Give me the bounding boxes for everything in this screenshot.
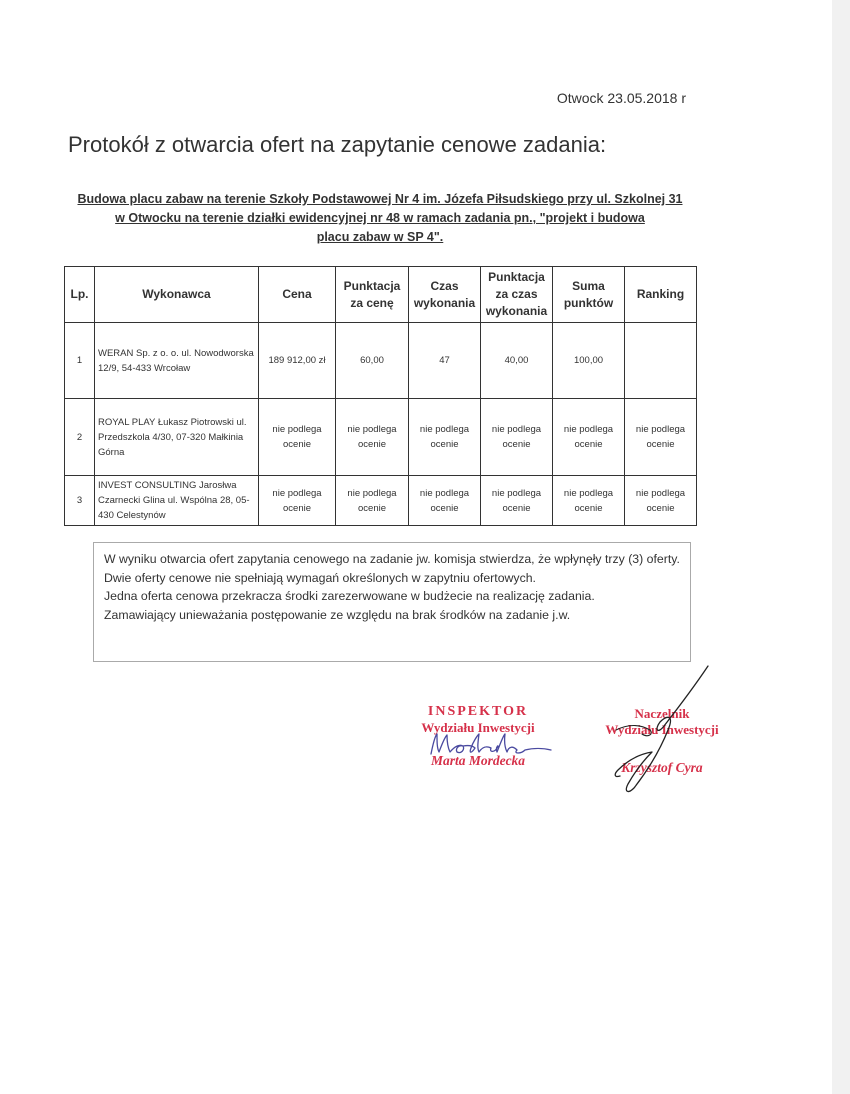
stamp-department: Wydziału Inwestycji — [421, 720, 535, 735]
cell-contractor: ROYAL PLAY Łukasz Piotrowski ul. Przedszkola 4/30, 07-320 Małkinia Górna — [95, 399, 259, 476]
offers-table — [64, 266, 697, 526]
cell-price: nie podlega ocenie — [259, 399, 336, 476]
subtitle-line: Budowa placu zabaw na terenie Szkoły Podstawowej Nr 4 im. Józefa Piłsudskiego przy ul. Szkolnej 31 — [77, 192, 683, 206]
table-row — [65, 476, 697, 526]
cell-total: nie podlega ocenie — [553, 399, 625, 476]
table-row — [65, 399, 697, 476]
cell-lp: 2 — [65, 399, 95, 476]
cell-price-points: 60,00 — [336, 323, 409, 399]
stamp-role: INSPEKTOR — [427, 704, 529, 719]
notice-line: W wyniku otwarcia ofert zapytania cenowego na zadanie jw. komisja stwierdza, że wpłynęły trzy (3) oferty. — [104, 552, 680, 566]
header-price: Cena — [259, 267, 336, 323]
task-subtitle — [70, 190, 690, 247]
cell-time-points: nie podlega ocenie — [481, 476, 553, 526]
stamp-department: Wydziału Inwestycji — [605, 722, 719, 737]
table-row — [65, 323, 697, 399]
subtitle-line: placu zabaw w SP 4". — [316, 230, 444, 244]
cell-time-points: nie podlega ocenie — [481, 399, 553, 476]
handwritten-signature-mordecka — [425, 728, 555, 762]
header-total: Suma punktów — [553, 267, 625, 323]
header-time-points: Punktacja za czas wykonania — [481, 267, 553, 323]
commission-notice — [93, 542, 691, 662]
cell-ranking — [625, 323, 697, 399]
cell-ranking: nie podlega ocenie — [625, 476, 697, 526]
header-ranking: Ranking — [625, 267, 697, 323]
notice-line: Jedna oferta cenowa przekracza środki zarezerwowane w budżecie na realizację zadania. — [104, 589, 595, 603]
stamp-role: Naczelnik — [634, 706, 690, 721]
cell-price: nie podlega ocenie — [259, 476, 336, 526]
cell-total: 100,00 — [553, 323, 625, 399]
cell-lp: 3 — [65, 476, 95, 526]
header-contractor: Wykonawca — [95, 267, 259, 323]
header-price-points: Punktacja za cenę — [336, 267, 409, 323]
cell-time: nie podlega ocenie — [409, 399, 481, 476]
document-date: Otwock 23.05.2018 r — [556, 90, 686, 106]
cell-time: 47 — [409, 323, 481, 399]
cell-contractor: WERAN Sp. z o. o. ul. Nowodworska 12/9, 54-433 Wrcoław — [95, 323, 259, 399]
stamp-name: Marta Mordecka — [430, 753, 526, 768]
notice-line: Zamawiający unieważania postępowanie ze względu na brak środków na zadanie j.w. — [104, 607, 571, 622]
cell-price-points: nie podlega ocenie — [336, 399, 409, 476]
table-header-row — [65, 267, 697, 323]
cell-price-points: nie podlega ocenie — [336, 476, 409, 526]
header-time: Czas wykonania — [409, 267, 481, 323]
cell-contractor: INVEST CONSULTING Jarosłwa Czarnecki Glina ul. Wspólna 28, 05-430 Celestynów — [95, 476, 259, 526]
handwritten-signature-cyra — [588, 660, 718, 800]
cell-time-points: 40,00 — [481, 323, 553, 399]
document-title: Protokół z otwarcia ofert na zapytanie cenowe zadania: — [68, 132, 607, 157]
subtitle-line: w Otwocku na terenie działki ewidencyjnej nr 48 w ramach zadania pn., "projekt i budowa — [115, 211, 645, 225]
stamp-name: Krzysztof Cyra — [621, 760, 703, 775]
cell-total: nie podlega ocenie — [553, 476, 625, 526]
cell-lp: 1 — [65, 323, 95, 399]
cell-time: nie podlega ocenie — [409, 476, 481, 526]
cell-price: 189 912,00 zł — [259, 323, 336, 399]
notice-line: Dwie oferty cenowe nie spełniają wymagań określonych w zapytniu ofertowych. — [104, 570, 536, 585]
cell-ranking: nie podlega ocenie — [625, 399, 697, 476]
header-lp: Lp. — [65, 267, 95, 323]
